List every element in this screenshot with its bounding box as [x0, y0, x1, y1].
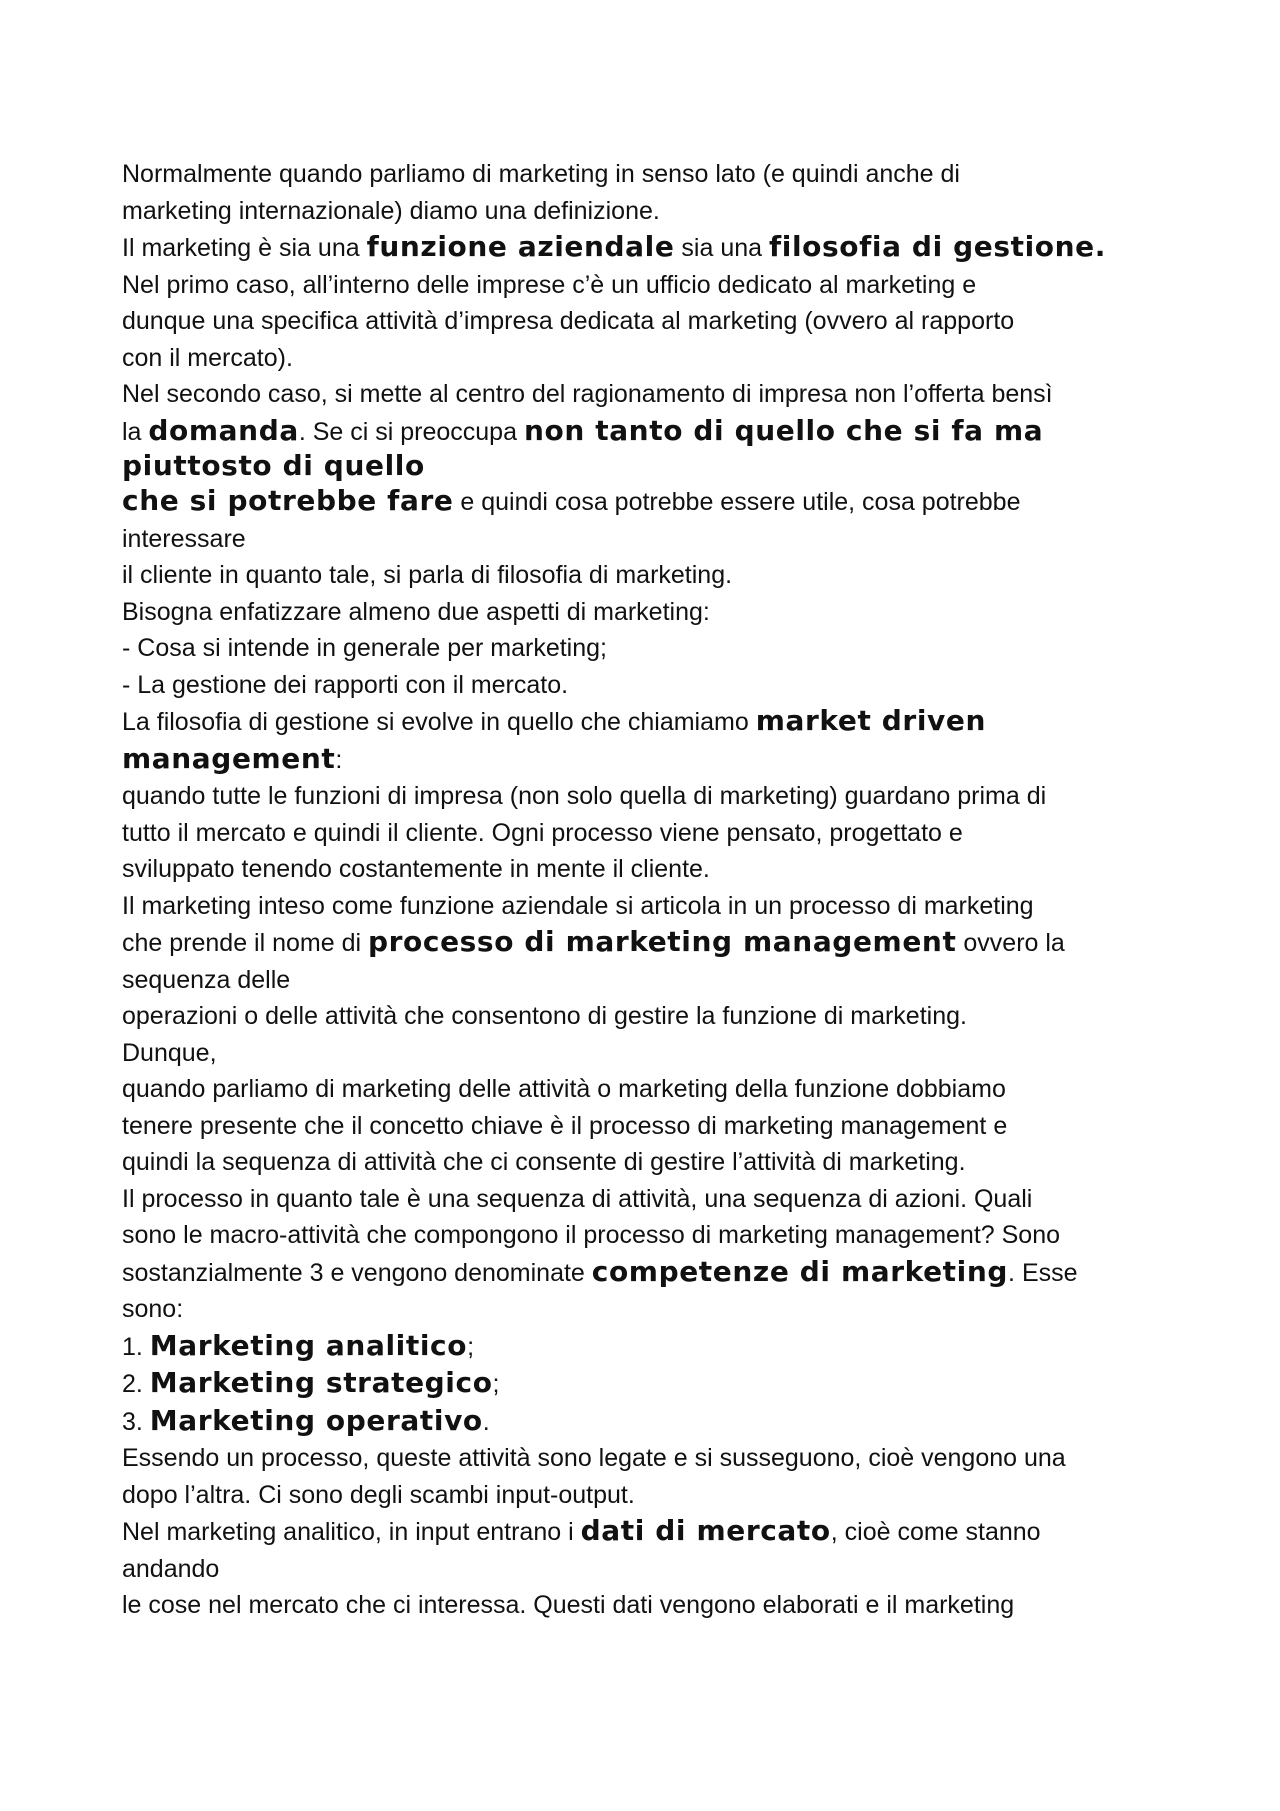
text-run: Il processo in quanto tale è una sequenza di attività, una sequenza di azioni. Quali — [122, 1184, 1033, 1213]
text-line — [122, 413, 1182, 451]
text-run: quindi la sequenza di attività che ci consente di gestire l’attività di marketing. — [122, 1148, 966, 1176]
text-run: sono: — [122, 1295, 184, 1323]
text-run: dunque una specifica attività d’impresa dedicata al marketing (ovvero al rapporto — [122, 307, 1015, 335]
text-run: sostanzialmente 3 e vengono denominate — [122, 1258, 592, 1287]
text-run: La filosofia di gestione si evolve in quello che chiamiamo — [122, 708, 756, 736]
text-line — [122, 450, 1182, 483]
text-line — [122, 741, 1182, 779]
text-line — [122, 229, 1182, 267]
bold-term: piuttosto di quello — [122, 449, 425, 482]
text-run: la — [122, 417, 149, 446]
bold-term: Marketing analitico — [149, 1328, 468, 1362]
text-line — [122, 1254, 1182, 1292]
text-run: e quindi cosa potrebbe essere utile, cosa potrebbe — [453, 488, 1021, 516]
text-line — [122, 703, 1182, 741]
bold-term: funzione aziendale — [366, 230, 675, 263]
text-line — [122, 1513, 1182, 1551]
bold-term: Marketing strategico — [149, 1366, 493, 1399]
bold-term: filosofia di gestione. — [768, 230, 1106, 263]
text-line — [122, 630, 1182, 667]
text-run: andando — [122, 1554, 220, 1583]
text-run: ovvero la — [956, 929, 1065, 957]
bold-term: processo di marketing management — [367, 925, 957, 958]
text-line — [122, 521, 1182, 558]
text-run: , cioè come stanno — [830, 1518, 1041, 1546]
text-line — [122, 1144, 1182, 1181]
text-line — [122, 1440, 1182, 1477]
text-line — [122, 193, 1182, 230]
bold-term: market driven — [755, 704, 986, 737]
text-line — [122, 888, 1182, 925]
text-line — [122, 594, 1182, 631]
text-run: sequenza delle — [122, 965, 291, 994]
text-run: quando tutte le funzioni di impresa (non solo quella di marketing) guardano prima di — [122, 782, 1047, 810]
text-run: sia una — [674, 234, 769, 262]
text-line — [122, 376, 1182, 413]
text-line — [122, 340, 1182, 377]
text-run: 3. — [122, 1407, 150, 1436]
text-run: tutto il mercato e quindi il cliente. Ogni processo viene pensato, progettato e — [122, 818, 963, 847]
text-run: ; — [467, 1332, 475, 1361]
text-line — [122, 998, 1182, 1035]
text-run: Nel secondo caso, si mette al centro del ragionamento di impresa non l’offerta bensì — [122, 380, 1053, 408]
text-line — [122, 1217, 1182, 1254]
text-run: Essendo un processo, queste attività sono legate e si susseguono, cioè vengono una — [122, 1444, 1066, 1472]
text-line — [122, 557, 1182, 594]
text-line — [122, 778, 1182, 815]
text-run: quando parliamo di marketing delle attività o marketing della funzione dobbiamo — [122, 1075, 1006, 1103]
text-run: Nel marketing analitico, in input entrano i — [122, 1518, 581, 1546]
text-run: 2. — [122, 1370, 150, 1398]
text-run: - La gestione dei rapporti con il mercato. — [122, 670, 569, 699]
text-line — [122, 851, 1182, 888]
text-run: che prende il nome di — [122, 929, 368, 957]
text-line — [122, 483, 1182, 521]
text-run: . Esse — [1008, 1258, 1078, 1287]
text-run: tenere presente che il concetto chiave è il processo di marketing management e — [122, 1111, 1008, 1140]
bold-term: domanda — [148, 413, 299, 447]
text-line — [122, 1181, 1182, 1218]
bold-term: competenze di marketing — [591, 1254, 1009, 1288]
bold-term: dati di mercato — [580, 1514, 831, 1547]
text-run: con il mercato). — [122, 343, 293, 372]
text-line — [122, 156, 1182, 193]
text-run: il cliente in quanto tale, si parla di filosofia di marketing. — [122, 561, 733, 589]
text-line — [122, 924, 1182, 962]
text-line — [122, 1328, 1182, 1366]
text-run: sono le macro-attività che compongono il processo di marketing management? Sono — [122, 1221, 1061, 1249]
text-line — [122, 1291, 1182, 1328]
text-line — [122, 1035, 1182, 1072]
text-run: Il marketing inteso come funzione aziendale si articola in un processo di marketing — [122, 891, 1034, 920]
text-line — [122, 1071, 1182, 1108]
text-line — [122, 667, 1182, 704]
document-body — [122, 156, 1182, 1624]
text-run: . — [482, 1407, 490, 1436]
text-run: Normalmente quando parliamo di marketing in senso lato (e quindi anche di — [122, 160, 960, 188]
text-line — [122, 1365, 1182, 1403]
text-run: 1. — [122, 1332, 150, 1361]
text-run: dopo l’altra. Ci sono degli scambi input-output. — [122, 1480, 635, 1509]
bold-term: management — [122, 741, 336, 775]
text-line — [122, 303, 1182, 340]
text-run: le cose nel mercato che ci interessa. Questi dati vengono elaborati e il marketing — [122, 1591, 1015, 1619]
text-run: Dunque, — [122, 1038, 217, 1067]
text-run: operazioni o delle attività che consentono di gestire la funzione di marketing. — [122, 1002, 967, 1030]
text-run: . Se ci si preoccupa — [298, 417, 524, 446]
text-run: : — [335, 745, 343, 774]
text-run: Bisogna enfatizzare almeno due aspetti di marketing: — [122, 597, 710, 626]
bold-term: che si potrebbe fare — [122, 484, 454, 517]
text-run: Nel primo caso, all’interno delle imprese c’è un ufficio dedicato al marketing e — [122, 270, 977, 299]
text-line — [122, 1477, 1182, 1514]
text-line — [122, 267, 1182, 304]
bold-term: Marketing operativo — [149, 1403, 483, 1437]
text-line — [122, 1403, 1182, 1441]
text-line — [122, 1108, 1182, 1145]
text-run: - Cosa si intende in generale per marketing; — [122, 634, 607, 662]
text-run: interessare — [122, 524, 246, 553]
text-line — [122, 1551, 1182, 1588]
text-run: sviluppato tenendo costantemente in mente il cliente. — [122, 855, 710, 883]
text-run: marketing internazionale) diamo una definizione. — [122, 196, 660, 225]
text-run: Il marketing è sia una — [122, 234, 367, 262]
bold-term: non tanto di quello che si fa ma — [523, 413, 1044, 447]
text-line — [122, 815, 1182, 852]
text-line — [122, 962, 1182, 999]
text-line — [122, 1587, 1182, 1624]
text-run: ; — [492, 1370, 500, 1398]
